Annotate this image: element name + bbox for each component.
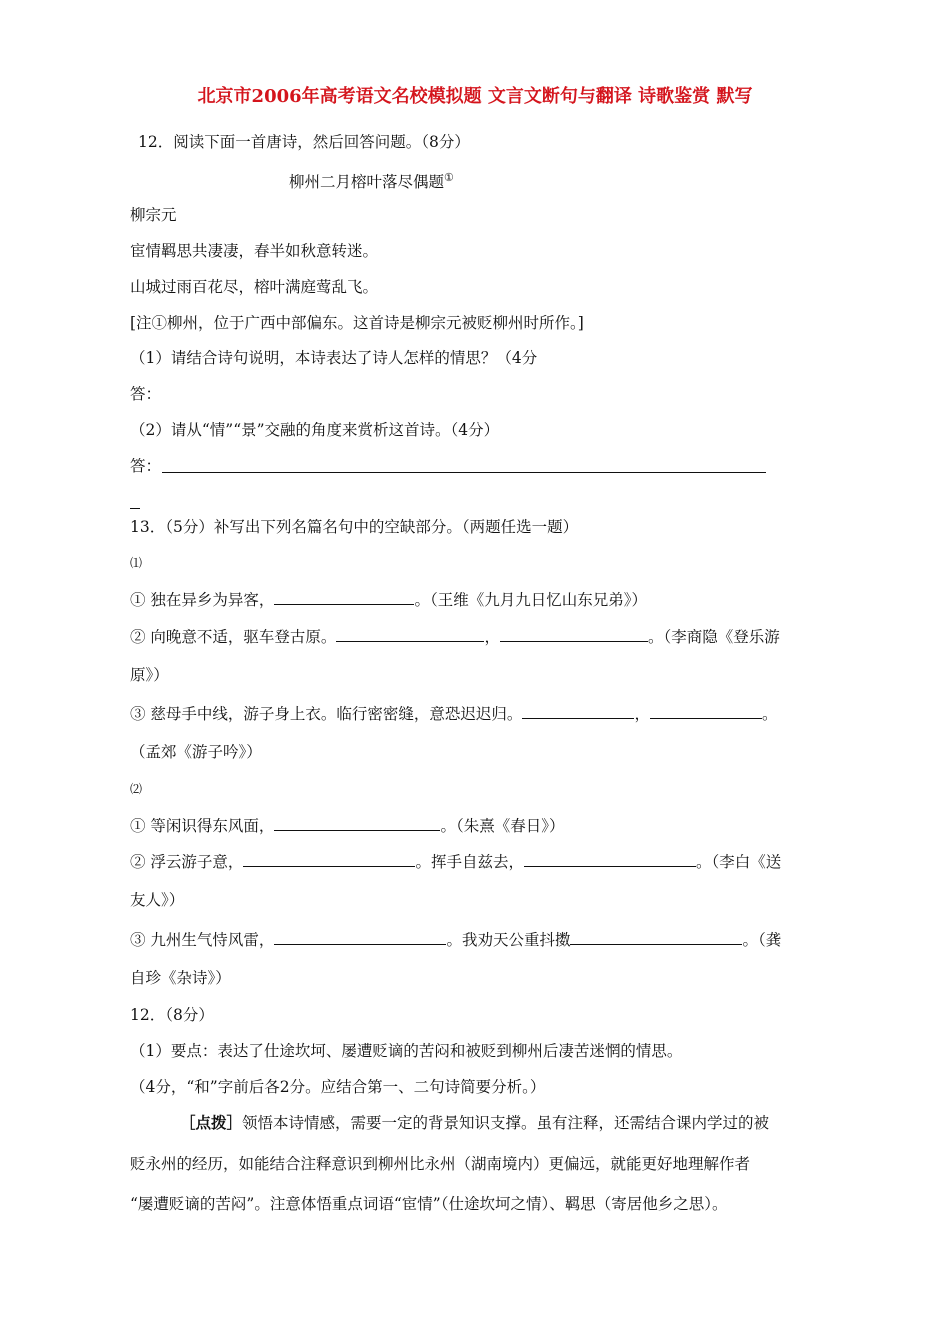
fill-blank[interactable]: [274, 815, 440, 831]
item-source: 。（李白《送: [695, 853, 782, 871]
tip-line-2: 贬永州的经历，如能结合注释意识到柳州比永州（湖南境内）更偏远，就能更好地理解作者: [130, 1155, 751, 1173]
answer-line-end: [130, 508, 140, 509]
poem-title: 柳州二月榕叶落尽偶题: [289, 173, 445, 192]
item-text: ③ 九州生气恃风雷，: [130, 931, 275, 949]
q13-item-1-3-cont: （孟郊《游子吟》）: [130, 743, 262, 761]
fill-blank[interactable]: [336, 626, 484, 642]
answer-line[interactable]: [162, 472, 766, 473]
poem-line-2: 山城过雨百花尽，榕叶满庭莺乱飞。: [130, 278, 379, 296]
q13-item-2-1: [130, 815, 564, 836]
q13-item-2-3: [130, 929, 781, 950]
item-text: 。: [761, 705, 778, 723]
q13-item-1-3: [130, 703, 777, 724]
q13-item-2-2-cont: 友人》）: [130, 891, 185, 909]
q12-sub1: （1）请结合诗句说明，本诗表达了诗人怎样的情思？（4分: [130, 349, 538, 367]
q13-group1-label: ⑴: [130, 556, 143, 570]
answer-point-2: （4分，“和”字前后各2分。应结合第一、二句诗简要分析。）: [130, 1078, 546, 1096]
q13-item-2-2: [130, 851, 781, 872]
fill-blank[interactable]: [650, 703, 762, 719]
poem-note: [注①柳州，位于广西中部偏东。这首诗是柳宗元被贬柳州时所作。]: [130, 314, 584, 332]
q12-answer2-label: 答：: [130, 457, 162, 475]
q13-intro: 13．（5分）补写出下列名篇名句中的空缺部分。（两题任选一题）: [130, 518, 579, 536]
poem-title-line: [289, 168, 454, 192]
poem-line-1: 宦情羁思共凄凄，春半如秋意转迷。: [130, 242, 379, 260]
q12-answer1-label: 答：: [130, 385, 162, 403]
item-text: ② 浮云游子意，: [130, 853, 244, 871]
fill-blank[interactable]: [524, 851, 696, 867]
item-text: 。我劝天公重抖擞: [446, 931, 571, 949]
tip-text: 领悟本诗情感，需要一定的背景知识支撑。虽有注释，还需结合课内学过的被: [242, 1114, 770, 1132]
item-source: 。（龚: [742, 931, 782, 949]
fill-blank[interactable]: [570, 929, 742, 945]
item-source: 。（朱熹《春日》）: [440, 817, 565, 835]
poem-note-mark: ①: [444, 171, 454, 184]
answer-point-1: （1）要点：表达了仕途坎坷、屡遭贬谪的苦闷和被贬到柳州后凄苦迷惘的情思。: [130, 1042, 683, 1060]
q13-item-1-2-cont: 原》）: [130, 666, 169, 684]
q13-item-1-1: [130, 589, 647, 610]
item-text: ，: [634, 705, 650, 723]
fill-blank[interactable]: [522, 703, 634, 719]
item-text: ，: [484, 628, 500, 646]
item-text: ③ 慈母手中线，游子身上衣。临行密密缝，意恐迟迟归。: [130, 705, 523, 723]
item-text: ② 向晚意不适，驱车登古原。: [130, 628, 337, 646]
fill-blank[interactable]: [243, 851, 415, 867]
fill-blank[interactable]: [274, 589, 414, 605]
document-title: 北京市2006年高考语文名校模拟题 文言文断句与翻译 诗歌鉴赏 默写: [197, 86, 753, 107]
item-source: 。（王维《九月九日忆山东兄弟》）: [414, 591, 647, 609]
q12-sub2: （2）请从“情”“景”交融的角度来赏析这首诗。（4分）: [130, 421, 500, 439]
q13-group2-label: ⑵: [130, 782, 143, 796]
answers-heading: 12．（8分）: [130, 1006, 214, 1024]
fill-blank[interactable]: [500, 626, 648, 642]
fill-blank[interactable]: [274, 929, 446, 945]
item-source: 。（李商隐《登乐游: [647, 628, 780, 646]
tip-line-1: [180, 1113, 769, 1133]
q13-item-2-3-cont: 自珍《杂诗》）: [130, 969, 231, 987]
q12-intro: 12．阅读下面一首唐诗，然后回答问题。（8分）: [138, 133, 470, 151]
tip-label: ［点拨］: [180, 1113, 243, 1132]
poem-author: 柳宗元: [130, 206, 177, 224]
item-text: ① 等闲识得东风面，: [130, 817, 275, 835]
q13-item-1-2: [130, 626, 780, 647]
item-text: 。挥手自兹去，: [415, 853, 524, 871]
tip-line-3: “屡遭贬谪的苦闷”。注意体悟重点词语“宦情”（仕途坎坷之情）、羁思（寄居他乡之思）。: [130, 1195, 728, 1213]
item-text: ① 独在异乡为异客，: [130, 591, 275, 609]
